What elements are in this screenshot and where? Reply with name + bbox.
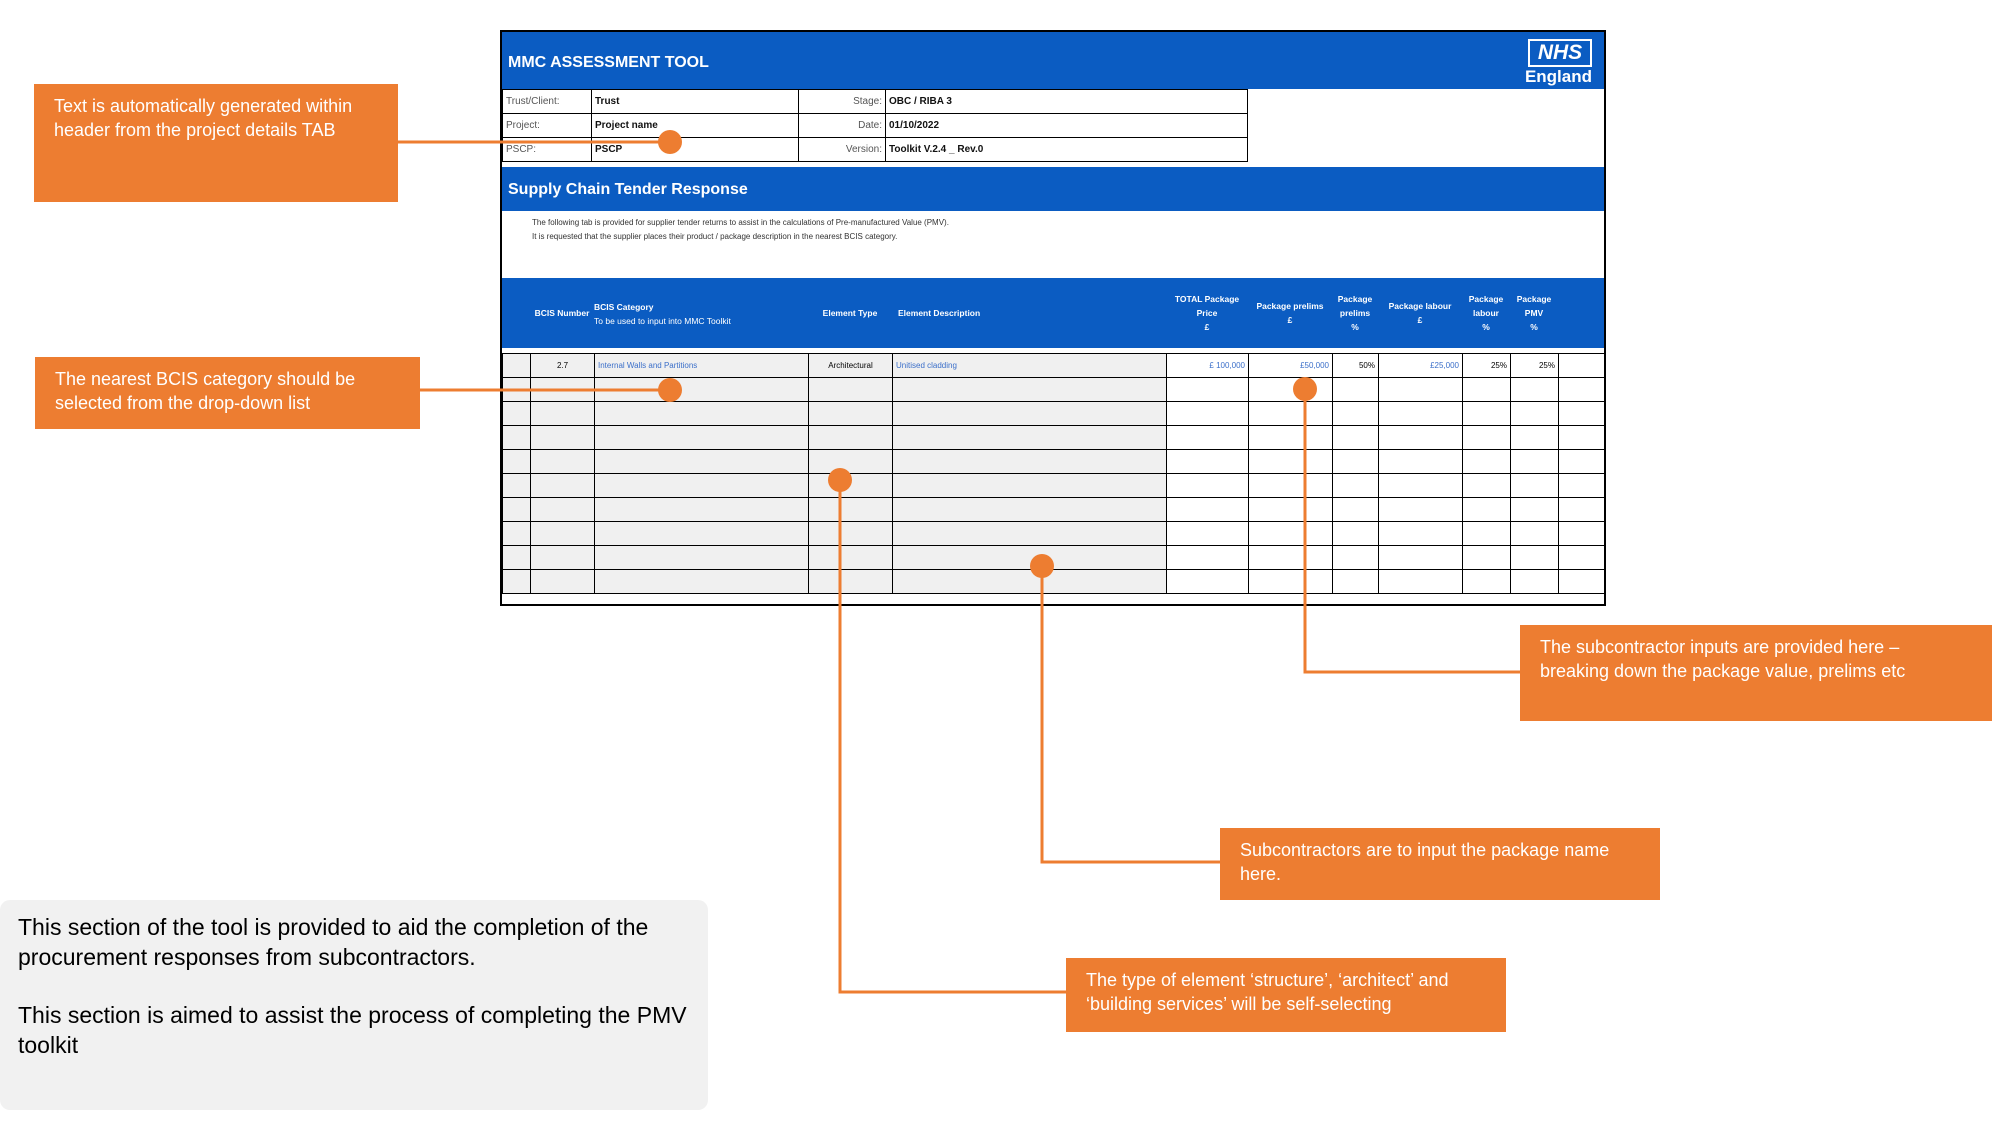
stage-value[interactable]: OBC / RIBA 3 (886, 90, 1248, 114)
labour-cell[interactable]: £25,000 (1379, 354, 1463, 378)
marker-dot-header (658, 130, 682, 154)
col-pmv-line3: % (1530, 322, 1538, 332)
col-bcis-category-sub: To be used to input into MMC Toolkit (594, 316, 731, 326)
sheet-title: MMC ASSESSMENT TOOL (508, 54, 709, 71)
col-element-description: Element Description (898, 308, 981, 318)
note-paragraph-2: This section is aimed to assist the process of completing the PMV toolkit (18, 1002, 687, 1058)
col-pmv-line1: Package (1516, 294, 1552, 304)
bcis-category-dropdown[interactable]: Internal Walls and Partitions (595, 354, 809, 378)
pmv-pct-cell: 25% (1511, 354, 1559, 378)
bcis-number-cell: 2.7 (531, 354, 595, 378)
col-bcis-category-title: BCIS Category (594, 302, 654, 312)
description-line-1: The following tab is provided for supplier tender returns to assist in the calculations of Pre-manufactured Value (PMV). (532, 218, 949, 227)
col-labour-pct-line2: labour (1473, 308, 1499, 318)
nhs-logo: NHS (1528, 39, 1592, 67)
pscp-label: PSCP: (503, 138, 592, 162)
element-description-cell[interactable]: Unitised cladding (893, 354, 1167, 378)
col-pmv-line2: PMV (1524, 308, 1544, 318)
trust-label: Trust/Client: (503, 90, 592, 114)
col-total-price-line2: Price (1196, 308, 1218, 318)
col-prelims-line2: £ (1287, 315, 1293, 325)
col-labour-pct-line1: Package (1468, 294, 1504, 304)
col-labour-pct-line3: % (1482, 322, 1490, 332)
project-label: Project: (503, 114, 592, 138)
callout-header-info: Text is automatically generated within header from the project details TAB (34, 84, 398, 202)
date-value[interactable]: 01/10/2022 (886, 114, 1248, 138)
marker-dot-element-type (828, 468, 852, 492)
col-labour-line2: £ (1417, 315, 1423, 325)
marker-dot-bcis (658, 378, 682, 402)
prelims-cell[interactable]: £50,000 (1249, 354, 1333, 378)
nhs-logo-subtitle: England (1524, 67, 1592, 86)
labour-pct-cell: 25% (1463, 354, 1511, 378)
col-prelims-pct-line3: % (1351, 322, 1359, 332)
note-paragraph-1: This section of the tool is provided to aid the completion of the procurement responses from subcontractors. (18, 914, 649, 970)
explanatory-note (0, 900, 708, 1110)
project-value[interactable]: Project name (592, 114, 799, 138)
callout-bcis-dropdown: The nearest BCIS category should be selected from the drop-down list (35, 357, 420, 429)
col-total-price-line1: TOTAL Package (1174, 294, 1240, 304)
section-title: Supply Chain Tender Response (508, 181, 748, 198)
callout-package-name: Subcontractors are to input the package name here. (1220, 828, 1660, 900)
prelims-pct-cell: 50% (1333, 354, 1379, 378)
element-type-cell: Architectural (809, 354, 893, 378)
total-price-cell[interactable]: £ 100,000 (1167, 354, 1249, 378)
col-labour-line1: Package labour (1388, 301, 1452, 311)
col-bcis-number: BCIS Number (534, 308, 590, 318)
marker-dot-prelims (1293, 377, 1317, 401)
version-label: Version: (799, 138, 886, 162)
col-element-type: Element Type (822, 308, 878, 318)
callout-element-type: The type of element ‘structure’, ‘architect’ and ‘building services’ will be self-selecting (1066, 958, 1506, 1032)
connector-subcontractor-inputs (1305, 389, 1520, 672)
col-total-price-line3: £ (1204, 322, 1210, 332)
description-line-2: It is requested that the supplier places their product / package description in the nearest BCIS category. (532, 232, 898, 241)
date-label: Date: (799, 114, 886, 138)
col-prelims-pct-line2: prelims (1339, 308, 1371, 318)
stage-label: Stage: (799, 90, 886, 114)
marker-dot-description (1030, 554, 1054, 578)
callout-subcontractor-inputs: The subcontractor inputs are provided here – breaking down the package value, prelims etc (1520, 625, 1992, 721)
col-prelims-pct-line1: Package (1337, 294, 1373, 304)
connector-package-name (1042, 566, 1220, 862)
connector-element-type (840, 480, 1066, 992)
col-prelims-line1: Package prelims (1256, 301, 1324, 311)
pscp-value[interactable]: PSCP (592, 138, 799, 162)
version-value[interactable]: Toolkit V.2.4 _ Rev.0 (886, 138, 1248, 162)
trust-value[interactable]: Trust (592, 90, 799, 114)
